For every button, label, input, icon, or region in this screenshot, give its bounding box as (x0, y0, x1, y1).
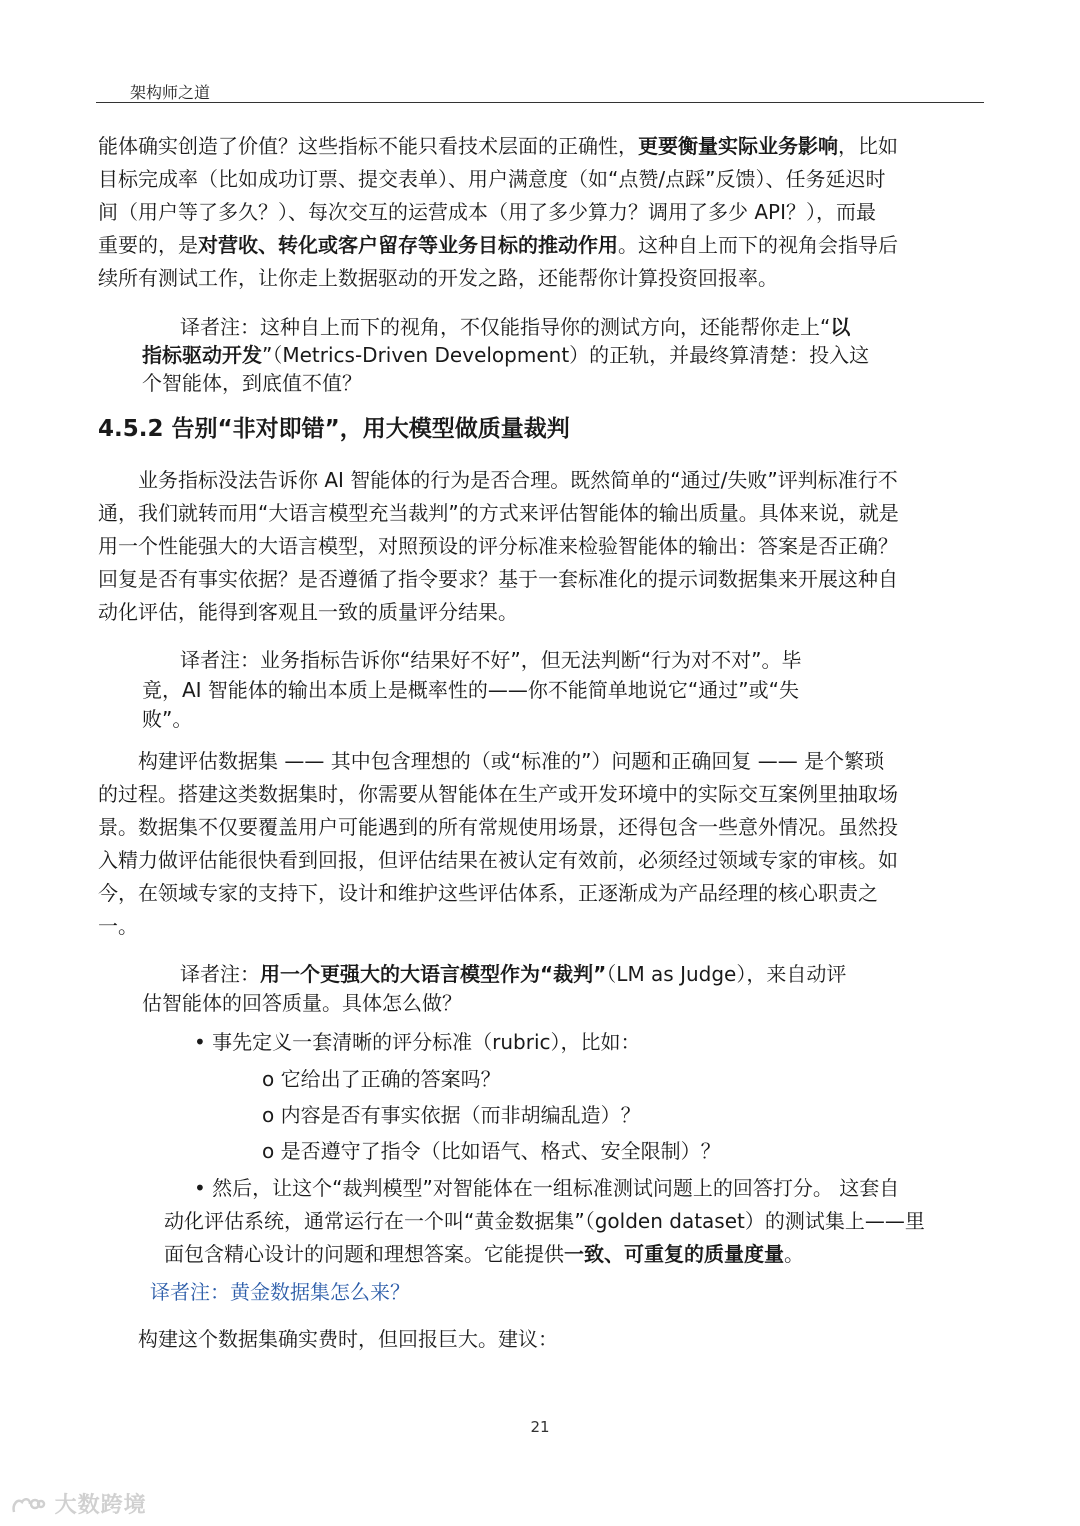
section-heading: 4.5.2 告别“非对即错”，用大模型做质量裁判 (98, 416, 570, 442)
paragraph-3-line-3: 景。数据集不仅要覆盖用户可能遇到的所有常规使用场景，还得包含一些意外情况。虽然投 (98, 815, 898, 839)
paragraph-1-line-3: 间（用户等了多久？）、每次交互的运营成本（用了多少算力？调用了多少 API？），而最 (98, 200, 876, 224)
text-span: 。 (784, 1242, 804, 1266)
text-span: （LM as Judge），来自动评 (606, 962, 847, 986)
paragraph-2-line-3: 用一个性能强大的大语言模型，对照预设的评分标准来检验智能体的输出：答案是否正确？ (98, 534, 898, 558)
sub-bullet-1: o 它给出了正确的答案吗？ (262, 1067, 501, 1091)
text-span: 。这种自上而下的视角会指导后 (618, 233, 898, 257)
note-2-line-3: 败”。 (142, 707, 193, 731)
watermark (10, 1488, 147, 1519)
bold-text: 以 (830, 315, 851, 339)
note-3-line-2: 估智能体的回答质量。具体怎么做？ (142, 991, 462, 1015)
paragraph-3-line-2: 的过程。搭建这类数据集时，你需要从智能体在生产或开发环境中的实际交互案例里抽取场 (98, 782, 898, 806)
bullet-judge-line-3 (164, 1238, 804, 1271)
paragraph-2-line-5: 动化评估，能得到客观且一致的质量评分结果。 (98, 600, 518, 624)
text-span: ”（Metrics-Driven Development）的正轨，并最终算清楚：投入这 (262, 343, 870, 367)
paragraph-1-line-4 (98, 229, 898, 262)
paragraph-2-line-4: 回复是否有事实依据？是否遵循了指令要求？基于一套标准化的提示词数据集来开展这种自 (98, 567, 898, 591)
translator-note-4: 译者注：黄金数据集怎么来？ (150, 1280, 410, 1304)
bold-text: 用一个更强大的大语言模型作为“裁判” (260, 962, 607, 986)
text-span: 译者注： (180, 962, 260, 986)
paragraph-1-line-5: 续所有测试工作，让你走上数据驱动的开发之路，还能帮你计算投资回报率。 (98, 266, 778, 290)
bold-text: 更要衡量实际业务影响 (638, 134, 838, 158)
sub-bullet-2: o 内容是否有事实依据（而非胡编乱造）？ (262, 1103, 641, 1127)
text-span: 译者注：这种自上而下的视角，不仅能指导你的测试方向，还能帮你走上“ (180, 315, 831, 339)
bold-text: 对营收、转化或客户留存等业务目标的推动作用 (198, 233, 618, 257)
paragraph-4: 构建这个数据集确实费时，但回报巨大。建议： (138, 1327, 558, 1351)
watermark-text: 大数跨境 (54, 1493, 147, 1518)
paragraph-3-line-4: 入精力做评估能很快看到回报，但评估结果在被认定有效前，必须经过领域专家的审核。如 (98, 848, 898, 872)
page-header-title: 架构师之道 (130, 83, 211, 102)
text-span: 面包含精心设计的问题和理想答案。它能提供 (164, 1242, 564, 1266)
text-span: 能体确实创造了价值？这些指标不能只看技术层面的正确性， (98, 134, 638, 158)
bold-text: 指标驱动开发 (142, 343, 262, 367)
paragraph-3-line-5: 今，在领域专家的支持下，设计和维护这些评估体系，正逐渐成为产品经理的核心职责之 (98, 881, 878, 905)
bold-text: 一致、可重复的质量度量 (564, 1242, 784, 1266)
text-span: 重要的，是 (98, 233, 198, 257)
watermark-logo-icon (10, 1494, 46, 1518)
note-1-line-3: 个智能体，到底值不值？ (142, 371, 362, 395)
paragraph-2-line-1: 业务指标没法告诉你 AI 智能体的行为是否合理。既然简单的“通过/失败”评判标准行不 (138, 468, 898, 492)
bullet-judge-line-2: 动化评估系统，通常运行在一个叫“黄金数据集”（golden dataset）的测试集上——里 (164, 1209, 925, 1233)
bullet-judge-line-1: • 然后，让这个“裁判模型”对智能体在一组标准测试问题上的回答打分。 这套自 (194, 1176, 900, 1200)
paragraph-3-line-1: 构建评估数据集 —— 其中包含理想的（或“标准的”）问题和正确回复 —— 是个繁琐 (138, 749, 885, 773)
text-span: ，比如 (838, 134, 898, 158)
paragraph-1-line-1 (98, 130, 898, 163)
paragraph-1-line-2: 目标完成率（比如成功订票、提交表单）、用户满意度（如“点赞/点踩”反馈）、任务延迟时 (98, 167, 886, 191)
header-rule (96, 102, 984, 103)
bullet-rubric: • 事先定义一套清晰的评分标准（rubric），比如： (194, 1030, 641, 1054)
note-2-line-2: 竟，AI 智能体的输出本质上是概率性的——你不能简单地说它“通过”或“失 (142, 678, 800, 702)
sub-bullet-3: o 是否遵守了指令（比如语气、格式、安全限制）？ (262, 1139, 721, 1163)
paragraph-3-line-6: 一。 (98, 914, 138, 938)
note-2-line-1: 译者注：业务指标告诉你“结果好不好”，但无法判断“行为对不对”。毕 (180, 648, 802, 672)
paragraph-2-line-2: 通，我们就转而用“大语言模型充当裁判”的方式来评估智能体的输出质量。具体来说，就是 (98, 501, 899, 525)
page-number: 21 (530, 1418, 550, 1436)
